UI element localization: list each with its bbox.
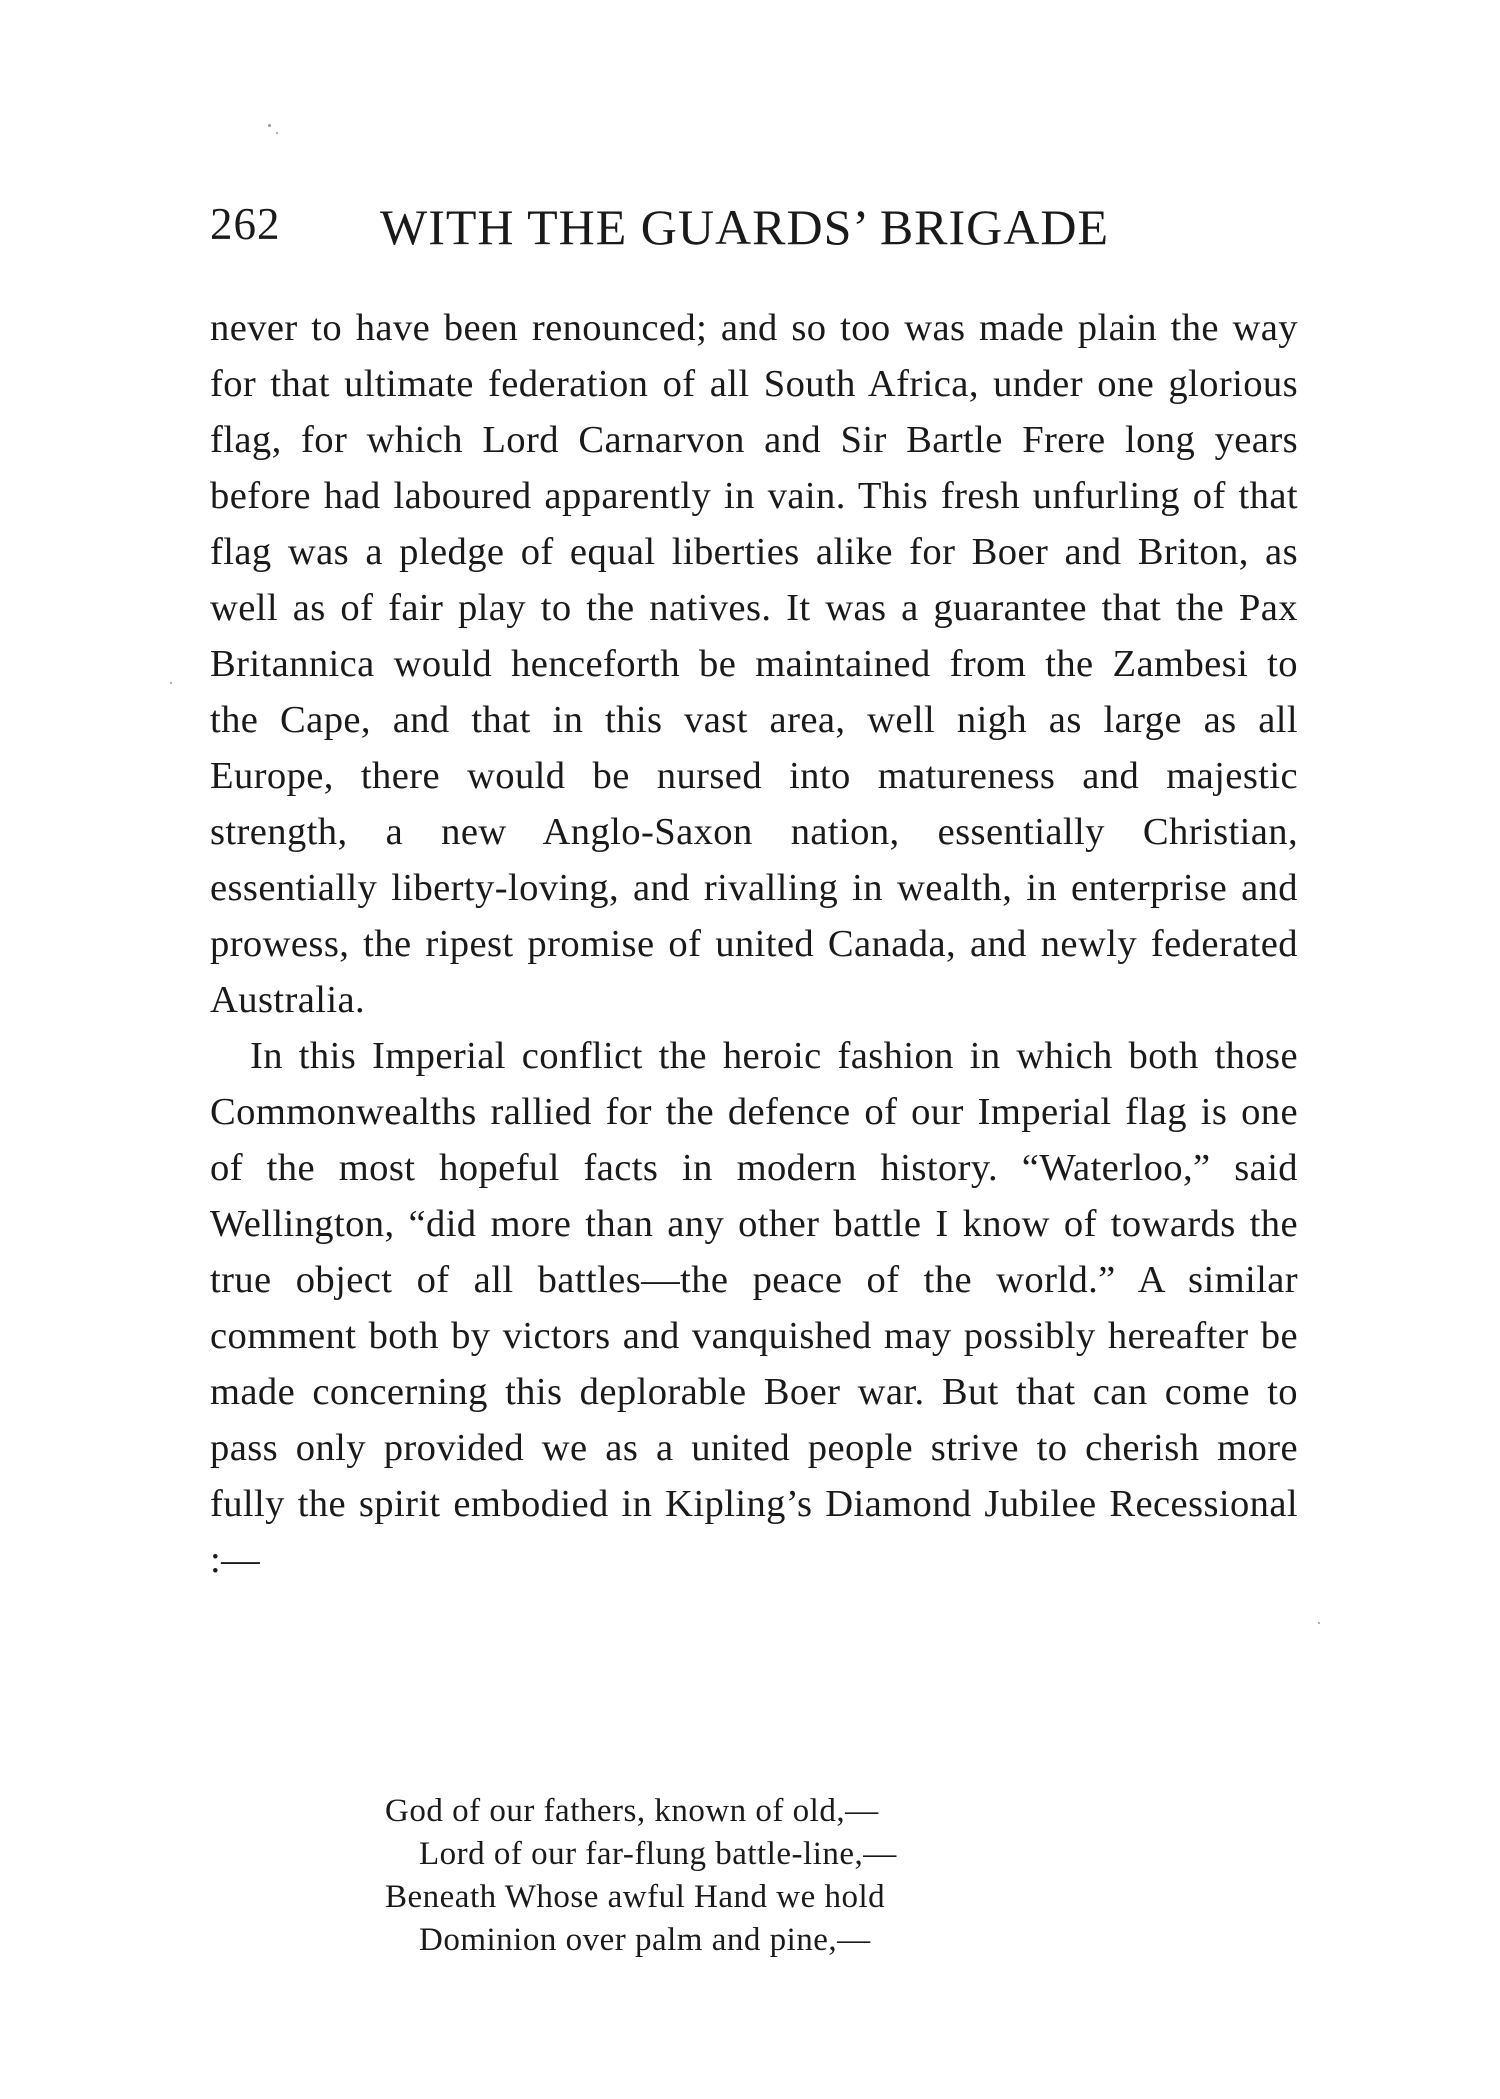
print-speck — [170, 682, 172, 684]
poem-line: Dominion over palm and pine,— — [419, 1922, 871, 1958]
poem-line: Beneath Whose awful Hand we hold — [385, 1879, 886, 1915]
running-head: WITH THE GUARDS’ BRIGADE — [380, 199, 1110, 255]
paragraph-continued: never to have been renounced; and so too was made plain the way for that ultimate federation of all South Africa, under one glorious flag, for which Lord Carnarvon and Sir Bartle Frere long years before had laboured apparently in vain. This fresh unfurling of that flag was a pledge of equal liberties alike for Boer and Briton, as well as of fair play to the natives. It was a guarantee that the Pax Britannica would henceforth be maintained from the Zambesi to the Cape, and that in this vast area, well nigh as large as all Europe, there would be nursed into matureness and majestic strength, a new Anglo-Saxon nation, essentially Christian, essentially liberty-loving, and rivalling in wealth, in enterprise and prowess, the ripest promise of united Canada, and newly federated Australia. — [210, 307, 1298, 1021]
print-speck — [1318, 1622, 1320, 1624]
print-speck — [276, 132, 278, 134]
page-number: 262 — [210, 199, 281, 249]
poem-line: God of our fathers, known of old,— — [385, 1793, 879, 1829]
page-header — [210, 198, 1310, 268]
body-text — [210, 300, 1298, 1588]
recessional-quotation — [383, 1790, 1083, 1962]
poem-line: Lord of our far-flung battle-line,— — [419, 1836, 897, 1872]
print-speck — [268, 124, 271, 127]
paragraph-imperial-conflict: In this Imperial conflict the heroic fashion in which both those Commonwealths rallied for the defence of our Imperial flag is one of the most hopeful facts in modern history. “Waterloo,” said Wellington, “did more than any other battle I know of towards the true object of all battles—the peace of the world.” A similar comment both by victors and vanquished may possibly hereafter be made concerning this deplorable Boer war. But that can come to pass only provided we as a united people strive to cherish more fully the spirit embodied in Kipling’s Diamond Jubilee Recessional :— — [210, 1035, 1298, 1581]
